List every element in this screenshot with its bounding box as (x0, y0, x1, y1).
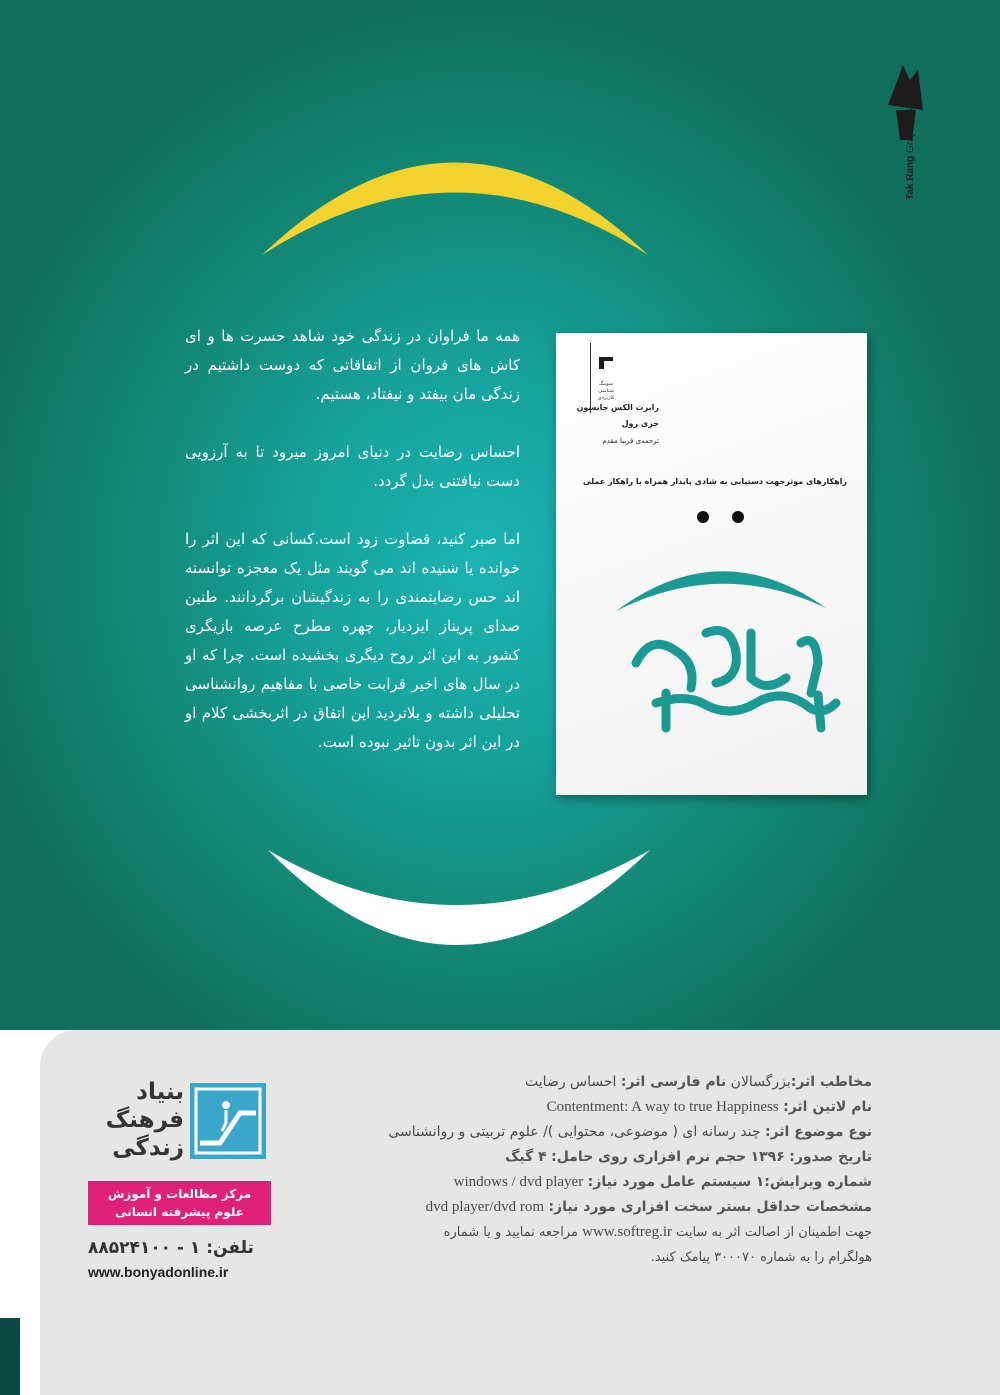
publisher-name: سوینگ شناسی کاربردی (597, 381, 615, 401)
intro-text (185, 322, 520, 786)
book-translator: ترجمه‌ی فریبا مقدم (602, 437, 659, 445)
org-phone: تلفن: ۱ - ۸۸۵۲۴۱۰۰ (88, 1238, 254, 1258)
studio-credit: Tak Rang Graphic Studio (905, 86, 916, 200)
org-tagline: مرکز مطالعات و آموزش علوم پیشرفته انسانی (88, 1181, 271, 1225)
org-name: بنیاد فرهنگ زندگی (105, 1079, 184, 1161)
row-note-1: جهت اطمینان از اصالت اثر به سایت www.softreg.ir مراجعه نمایید و یا شماره (443, 1224, 872, 1240)
intro-paragraph-2: احساس رضایت در دنیای امروز میرود تا به آرزویی دست نیافتنی بدل گردد. (185, 443, 520, 490)
row-type: نوع موضوع اثر: چند رسانه ای ( موضوعی، محتوایی )/ علوم تربیتی و روانشناسی (388, 1124, 872, 1140)
org-website-link[interactable]: www.bonyadonline.ir (88, 1264, 229, 1280)
book-subtitle: راهکارهای موثرجهت دستیابی به شادی پایدار همراه با راهکار عملی (582, 477, 847, 486)
book-smiley-art (556, 333, 867, 795)
row-audience: مخاطب اثر:بزرگسالان نام فارسی اثر: احساس رضایت (525, 1074, 872, 1090)
yellow-arc (262, 163, 648, 256)
intro-paragraph-1: همه ما فراوان در زندگی خود شاهد حسرت ها و ای کاش های فروان از اتفاقاتی که دوست داشتیم در زندگی مان بیفتد و نیفتاد، هستیم. (185, 327, 520, 403)
left-eye (697, 511, 709, 523)
calligraphy-title-art (636, 631, 836, 729)
intro-paragraph-3: اما صبر کنید، قضاوت زود است.کسانی که این اثر را خوانده یا شنیده اند می گویند مثل یک معجزه توانسته اند حس رضایتمندی را به زندگیشان برگردانند. طنین صدای پریناز ایزدیار، چهره مطرح عرصه بازیگری کشور به این اثر روح دیگری بخشیده است. چرا که او در سال های اخیر قرابت خاصی با مفاهیم روانشناسی تحلیلی داشته و بلاتردید این اتفاق در اثربخشی کلام او در این اثر بدون تاثیر نبوده است. (185, 530, 520, 751)
product-details (340, 1070, 872, 1270)
org-logo (190, 1083, 266, 1159)
row-edition: شماره ویرایش:۱ سیستم عامل مورد نیاز: windows / dvd player (453, 1174, 872, 1190)
book-author-2: جری رول (621, 419, 659, 428)
white-arc (268, 850, 650, 945)
row-hardware: مشخصات حداقل بستر سخت افزاری مورد نیاز: dvd player/dvd rom (425, 1199, 872, 1215)
book-author-1: رابرت الکس جانسون (576, 403, 659, 412)
book-cover (556, 333, 867, 795)
footer-corner-strip (0, 1318, 20, 1395)
row-latin-name: نام لاتین اثر: Contentment: A way to true Happiness (546, 1099, 872, 1115)
row-issue: تاریخ صدور: ۱۳۹۶ حجم نرم افزاری روی حامل: ۴ گیگ (505, 1149, 872, 1165)
row-note-2: هولگرام را به شماره ۳۰۰۰۷۰ پیامک کنید. (650, 1250, 872, 1265)
escalator-icon (190, 1083, 266, 1159)
cover-mouth-arc (616, 571, 826, 611)
right-eye (732, 511, 744, 523)
softreg-link[interactable]: www.softreg.ir (582, 1224, 672, 1240)
